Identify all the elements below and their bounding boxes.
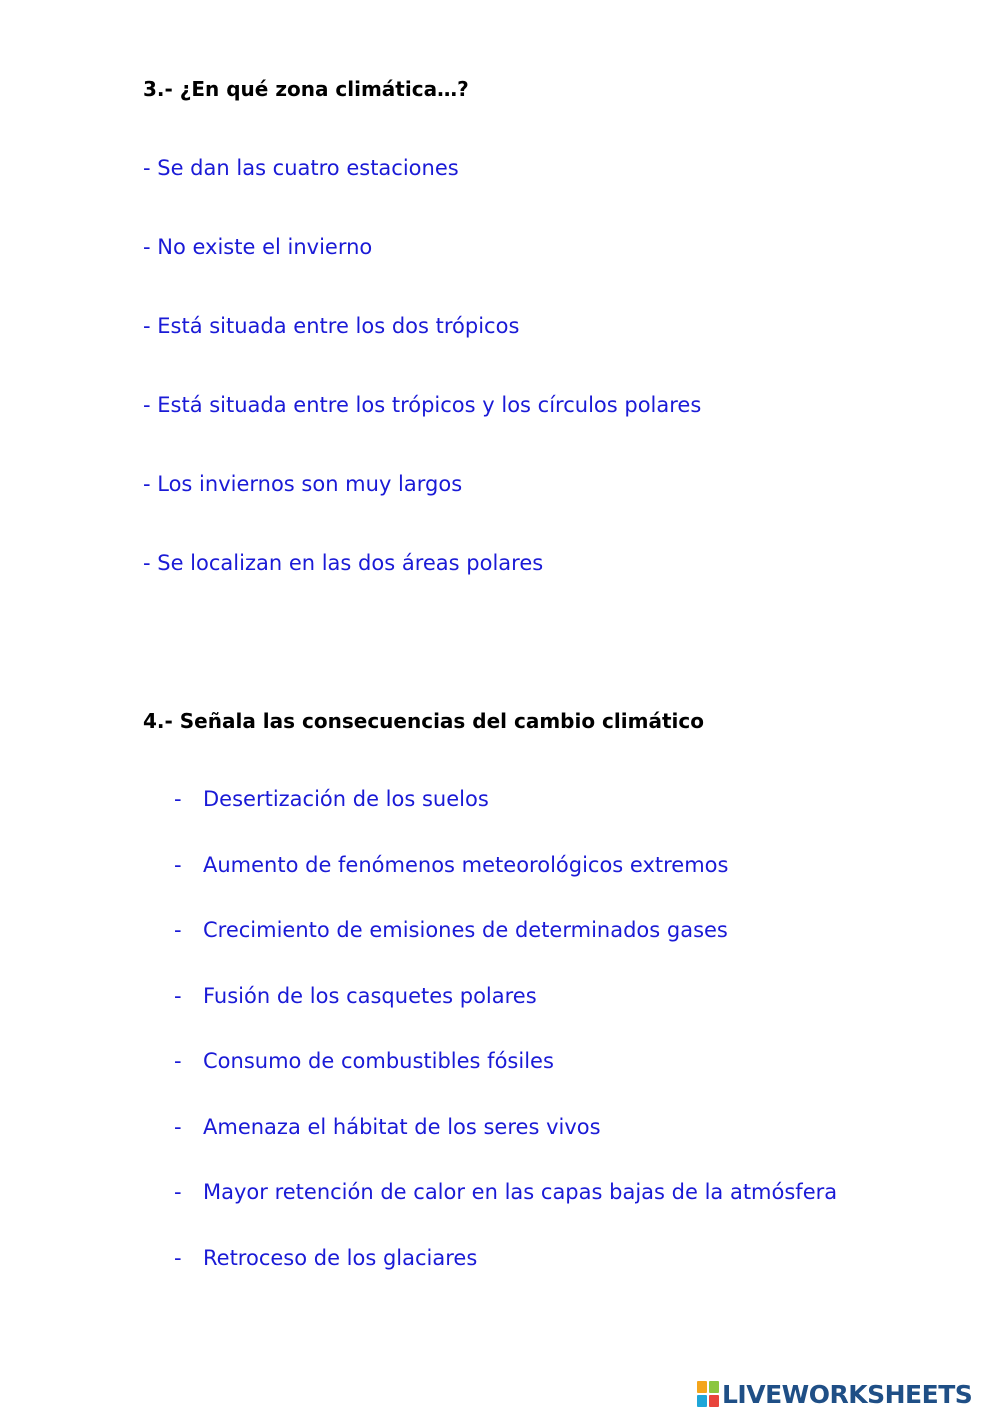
- list-bullet: -: [174, 853, 182, 877]
- mark-square: [697, 1381, 707, 1393]
- section-4-item[interactable]: [174, 983, 537, 1009]
- section-4-item[interactable]: [174, 786, 489, 812]
- section-4-item[interactable]: [174, 852, 728, 878]
- section-3-item[interactable]: - Está situada entre los dos trópicos: [143, 314, 520, 338]
- section-4-item-label: Fusión de los casquetes polares: [203, 984, 537, 1008]
- section-4-title: 4.- Señala las consecuencias del cambio climático: [143, 709, 704, 733]
- mark-square: [709, 1381, 719, 1393]
- list-bullet: -: [174, 984, 182, 1008]
- section-4-item-label: Amenaza el hábitat de los seres vivos: [203, 1115, 601, 1139]
- list-bullet: -: [174, 1246, 182, 1270]
- list-bullet: -: [174, 787, 182, 811]
- section-3-item[interactable]: - Los inviernos son muy largos: [143, 472, 463, 496]
- section-3-item[interactable]: - Está situada entre los trópicos y los círculos polares: [143, 393, 702, 417]
- brand-name: LIVEWORKSHEETS: [722, 1379, 973, 1409]
- list-bullet: -: [174, 1049, 182, 1073]
- section-4-item[interactable]: [174, 1114, 601, 1140]
- section-4-item[interactable]: [174, 1179, 837, 1205]
- liveworksheets-mark-icon: [697, 1381, 719, 1407]
- section-3-item[interactable]: - No existe el invierno: [143, 235, 373, 259]
- list-bullet: -: [174, 1115, 182, 1139]
- section-4-item[interactable]: [174, 1245, 477, 1271]
- section-4-item-label: Desertización de los suelos: [203, 787, 489, 811]
- section-4-item[interactable]: [174, 917, 728, 943]
- section-4-item-label: Consumo de combustibles fósiles: [203, 1049, 554, 1073]
- section-4-item[interactable]: [174, 1048, 554, 1074]
- list-bullet: -: [174, 918, 182, 942]
- section-4-item-label: Aumento de fenómenos meteorológicos extremos: [203, 853, 729, 877]
- mark-square: [709, 1395, 719, 1407]
- list-bullet: -: [174, 1180, 182, 1204]
- section-3-title: 3.- ¿En qué zona climática…?: [143, 77, 469, 101]
- mark-square: [697, 1395, 707, 1407]
- section-3-item[interactable]: - Se dan las cuatro estaciones: [143, 156, 459, 180]
- section-4-item-label: Retroceso de los glaciares: [203, 1246, 478, 1270]
- section-4-item-label: Crecimiento de emisiones de determinados gases: [203, 918, 728, 942]
- liveworksheets-logo: [697, 1379, 972, 1409]
- section-3-item[interactable]: - Se localizan en las dos áreas polares: [143, 551, 544, 575]
- section-4-item-label: Mayor retención de calor en las capas bajas de la atmósfera: [203, 1180, 838, 1204]
